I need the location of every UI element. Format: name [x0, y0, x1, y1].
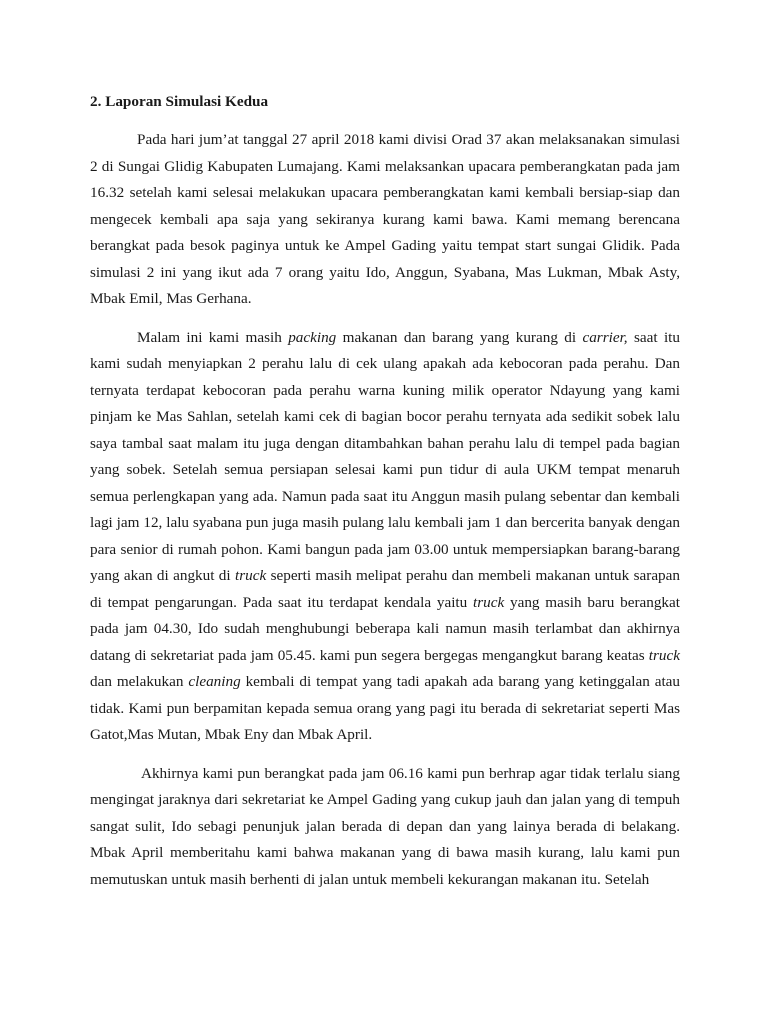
paragraph-2-text: yang masih baru berangkat pada jam 04.30, Ido sudah menghubungi beberapa kali namun masih terlambat dan akhirnya datang di sekretariat pada jam 05.45. kami pun segera bergegas mengangkut barang keatas — [90, 593, 680, 664]
paragraph-1 — [90, 127, 680, 313]
italic-term: carrier, — [582, 328, 628, 346]
paragraph-2-text: dan melakukan — [90, 673, 189, 690]
paragraph-2-text: seperti masih melipat perahu dan membeli makanan untuk sarapan di tempat pengarungan. Pada saat itu terdapat kendala yaitu — [90, 567, 680, 611]
italic-term: truck — [473, 593, 505, 611]
section-heading: 2. Laporan Simulasi Kedua — [90, 93, 269, 110]
paragraph-2-text: makanan dan barang yang kurang di — [336, 328, 583, 346]
paragraph-3-text: Akhirnya kami pun berangkat pada jam 06.16 kami pun berhrap agar tidak terlalu siang mengingat jaraknya dari sekretariat ke Ampel Gading yang cukup jauh dan jalan yang di tempuh sangat sulit, Ido sebagi penunjuk jalan berada di depan dan yang lainya berada di belakang. Mbak April memberitahu kami bahwa makanan yang di bawa masih kurang, lalu kami pun memutuskan untuk masih berhenti di jalan untuk membeli kekurangan makanan itu. Setelah — [90, 764, 680, 888]
paragraph-2-text: saat itu kami sudah menyiapkan 2 perahu lalu di cek ulang apakah ada kebocoran pada perahu. Dan ternyata terdapat kebocoran pada perahu warna kuning milik operator Ndayung yang kami pinjam ke Mas Sahlan, setelah kami cek di bagian bocor perahu ternyata ada sedikit sobek lalu saya tambal saat malam itu juga dengan ditambahkan bahan perahu lalu di tempel pada bagian yang sobek. Setelah semua persiapan selesai kami pun tidur di aula UKM tempat menaruh semua perlengkapan yang ada. Namun pada saat itu Anggun masih pulang sebentar dan kembali lagi jam 12, lalu syabana pun juga masih pulang lalu kembali jam 1 dan bercerita banyak dengan para senior di rumah pohon. Kami bangun pada jam 03.00 untuk mempersiapkan barang-barang yang akan di angkut di — [90, 328, 680, 584]
paragraph-2-text: Malam ini kami masih — [137, 328, 289, 346]
paragraph-2 — [90, 325, 680, 749]
paragraph-1-text: Pada hari jum’at tanggal 27 april 2018 kami divisi Orad 37 akan melaksanakan simulasi 2 di Sungai Glidig Kabupaten Lumajang. Kami melaksankan upacara pemberangkatan pada jam 16.32 setelah kami selesai melakukan upacara pemberangkatan kami kembali bersiap-siap dan mengecek kembali apa saja yang sekiranya kurang kami bawa. Kami memang berencana berangkat pada besok paginya untuk ke Ampel Gading yaitu tempat start sungai Glidik. Pada simulasi 2 ini yang ikut ada 7 orang yaitu Ido, Anggun, Syabana, Mas Lukman, Mbak Asty, Mbak Emil, Mas Gerhana. — [90, 131, 680, 307]
document-page — [90, 84, 680, 905]
italic-term: truck — [648, 646, 680, 664]
paragraph-3 — [90, 761, 680, 894]
italic-term: truck — [234, 567, 267, 584]
italic-term: packing — [288, 328, 337, 346]
paragraph-2-text: kembali di tempat yang tadi apakah ada barang yang ketinggalan atau tidak. Kami pun berpamitan kepada semua orang yang pagi itu berada di sekretariat seperti Mas Gatot,Mas Mutan, Mbak Eny dan Mbak April. — [90, 673, 681, 743]
italic-term: cleaning — [188, 673, 241, 690]
